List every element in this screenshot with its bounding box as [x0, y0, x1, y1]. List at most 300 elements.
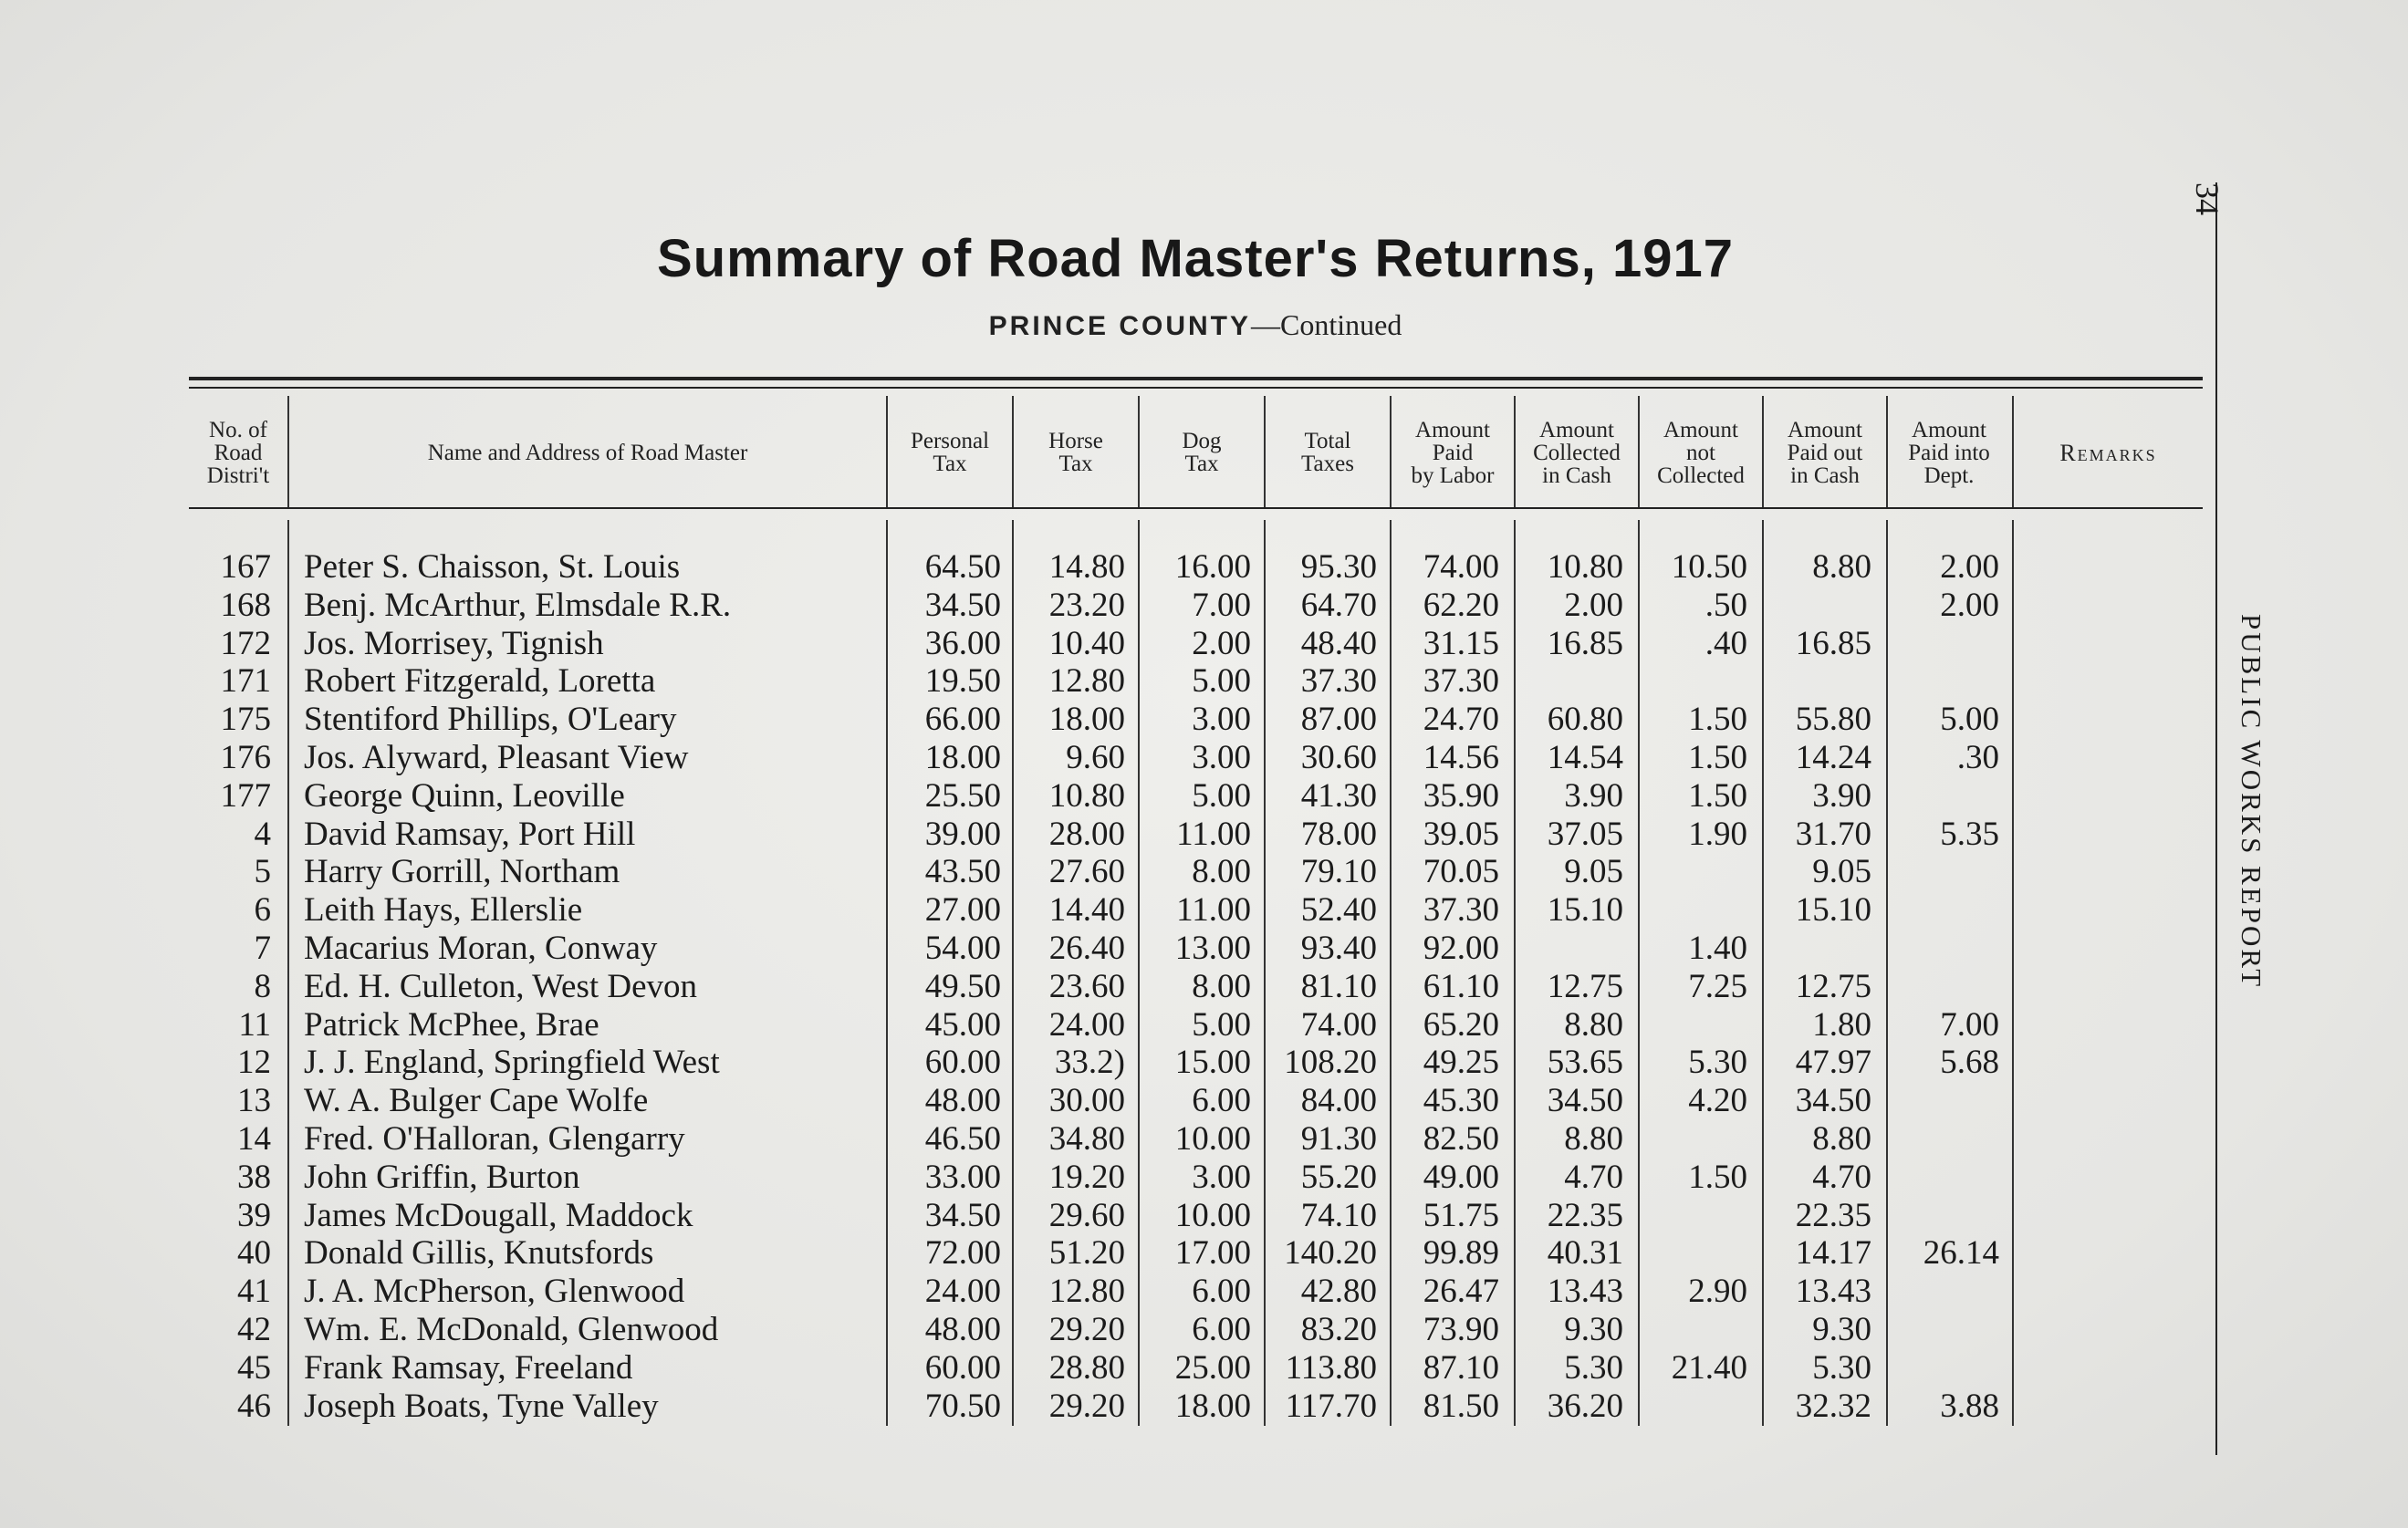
continued-label: —Continued [1251, 308, 1402, 341]
header-col-rule [1264, 396, 1266, 507]
cell-personal: 48.00 [924, 1082, 1001, 1120]
cell-name: Donald Gillis, Knutsfords [304, 1234, 654, 1273]
table-row [0, 816, 2190, 854]
cell-labor: 65.20 [1423, 1005, 1499, 1044]
table-row [0, 930, 2190, 968]
cell-collected: 10.80 [1547, 548, 1623, 586]
cell-total: 79.10 [1300, 853, 1377, 891]
table-row [0, 1311, 2190, 1349]
cell-district: 11 [238, 1005, 271, 1044]
cell-paidout: 9.30 [1812, 1311, 1871, 1348]
table-row [0, 968, 2190, 1006]
cell-total: 83.20 [1300, 1311, 1377, 1348]
cell-total: 93.40 [1300, 930, 1377, 967]
cell-personal: 54.00 [924, 930, 1001, 967]
col-header-district-text: No. of Road Distri't [206, 417, 270, 488]
cell-horse: 23.20 [1048, 586, 1125, 624]
cell-name: James McDougall, Maddock [304, 1196, 693, 1234]
cell-horse: 51.20 [1048, 1234, 1125, 1273]
cell-dept: 2.00 [1940, 586, 1999, 624]
cell-name: George Quinn, Leoville [304, 776, 625, 815]
cell-dept [1888, 930, 1999, 968]
cell-total: 91.30 [1300, 1120, 1377, 1158]
cell-notcollected: 1.90 [1688, 815, 1747, 853]
cell-labor: 61.10 [1423, 967, 1499, 1005]
cell-district: 171 [220, 662, 271, 701]
cell-dept [1888, 1311, 1999, 1349]
cell-labor: 35.90 [1423, 776, 1499, 815]
header-col-rule [1138, 396, 1140, 507]
cell-notcollected: 4.20 [1688, 1082, 1747, 1120]
col-header-district [189, 401, 287, 504]
col-header-name [289, 401, 886, 504]
cell-horse: 12.80 [1048, 662, 1125, 701]
cell-total: 113.80 [1285, 1348, 1377, 1387]
cell-dog: 15.00 [1174, 1044, 1251, 1082]
cell-personal: 34.50 [924, 1196, 1001, 1234]
cell-dept [1888, 777, 1999, 816]
cell-total: 64.70 [1300, 586, 1377, 624]
cell-horse: 18.00 [1048, 701, 1125, 739]
cell-dog: 6.00 [1192, 1273, 1251, 1311]
cell-labor: 87.10 [1423, 1348, 1499, 1387]
cell-name: W. A. Bulger Cape Wolfe [304, 1082, 649, 1120]
cell-total: 48.40 [1300, 624, 1377, 662]
cell-personal: 43.50 [924, 853, 1001, 891]
cell-notcollected: 1.40 [1688, 930, 1747, 967]
cell-personal: 24.00 [924, 1273, 1001, 1311]
cell-total: 95.30 [1300, 548, 1377, 586]
col-header-remarks [2014, 401, 2203, 504]
cell-notcollected: 1.50 [1688, 776, 1747, 815]
cell-dog: 17.00 [1174, 1234, 1251, 1273]
cell-notcollected [1640, 1006, 1747, 1045]
col-header-paid-into-dept-text: Amount Paid into Dept. [1908, 417, 1990, 488]
col-header-collected-in-cash [1516, 401, 1638, 504]
cell-total: 74.00 [1300, 1005, 1377, 1044]
cell-notcollected: .40 [1704, 624, 1747, 662]
cell-dog: 13.00 [1174, 930, 1251, 967]
cell-collected: 37.05 [1547, 815, 1623, 853]
table-row [0, 625, 2190, 663]
cell-dept [1888, 1349, 1999, 1388]
col-header-paid-out-in-cash-text: Amount Paid out in Cash [1787, 417, 1863, 488]
cell-total: 84.00 [1300, 1082, 1377, 1120]
cell-dog: 8.00 [1192, 853, 1251, 891]
cell-name: J. J. England, Springfield West [304, 1044, 720, 1082]
cell-personal: 18.00 [924, 739, 1001, 776]
table-row [0, 701, 2190, 739]
cell-horse: 19.20 [1048, 1158, 1125, 1196]
cell-horse: 29.20 [1048, 1387, 1125, 1425]
cell-collected [1516, 930, 1623, 968]
cell-dept [1888, 1082, 1999, 1120]
cell-personal: 64.50 [924, 548, 1001, 586]
cell-paidout: 16.85 [1795, 624, 1871, 662]
header-col-rule [287, 396, 289, 507]
cell-collected: 8.80 [1564, 1005, 1623, 1044]
cell-paidout: 31.70 [1795, 815, 1871, 853]
cell-dept [1888, 1159, 1999, 1197]
table-row [0, 891, 2190, 930]
cell-name: Harry Gorrill, Northam [304, 853, 620, 891]
cell-collected: 40.31 [1547, 1234, 1623, 1273]
cell-personal: 45.00 [924, 1005, 1001, 1044]
table-row [0, 1120, 2190, 1159]
cell-district: 41 [237, 1273, 271, 1311]
cell-dog: 8.00 [1192, 967, 1251, 1005]
cell-total: 30.60 [1300, 739, 1377, 776]
cell-labor: 51.75 [1423, 1196, 1499, 1234]
cell-dept [1888, 968, 1999, 1006]
cell-labor: 39.05 [1423, 815, 1499, 853]
cell-paidout: 55.80 [1795, 701, 1871, 739]
table-row [0, 1349, 2190, 1388]
cell-total: 42.80 [1300, 1273, 1377, 1311]
cell-dog: 7.00 [1192, 586, 1251, 624]
cell-name: Macarius Moran, Conway [304, 930, 658, 967]
cell-collected: 34.50 [1547, 1082, 1623, 1120]
cell-labor: 73.90 [1423, 1311, 1499, 1348]
cell-dog: 10.00 [1174, 1196, 1251, 1234]
cell-dog: 11.00 [1176, 891, 1251, 930]
table-row [0, 1388, 2190, 1426]
cell-notcollected: 10.50 [1671, 548, 1747, 586]
header-col-rule [1762, 396, 1764, 507]
cell-name: J. A. McPherson, Glenwood [304, 1273, 685, 1311]
col-header-name-text: Name and Address of Road Master [427, 440, 748, 465]
cell-personal: 70.50 [924, 1387, 1001, 1425]
header-col-rule [1514, 396, 1516, 507]
cell-dog: 3.00 [1192, 739, 1251, 776]
cell-dept [1888, 891, 1999, 930]
cell-district: 8 [254, 967, 271, 1005]
cell-name: Frank Ramsay, Freeland [304, 1348, 633, 1387]
cell-name: Joseph Boats, Tyne Valley [304, 1387, 659, 1425]
cell-notcollected [1640, 1234, 1747, 1273]
cell-dog: 5.00 [1192, 662, 1251, 701]
cell-name: John Griffin, Burton [304, 1158, 580, 1196]
cell-collected: 4.70 [1564, 1158, 1623, 1196]
cell-dept [1888, 1120, 1999, 1159]
cell-name: Peter S. Chaisson, St. Louis [304, 548, 681, 586]
cell-total: 37.30 [1300, 662, 1377, 701]
cell-total: 140.20 [1284, 1234, 1377, 1273]
table-row [0, 739, 2190, 777]
cell-dept [1888, 625, 1999, 663]
cell-district: 176 [220, 739, 271, 776]
cell-labor: 74.00 [1423, 548, 1499, 586]
col-header-horse-tax [1014, 401, 1138, 504]
table-row [0, 1159, 2190, 1197]
cell-labor: 70.05 [1423, 853, 1499, 891]
right-margin-rule [2215, 182, 2217, 1455]
cell-dept: 3.88 [1940, 1387, 1999, 1425]
cell-dog: 16.00 [1174, 548, 1251, 586]
cell-labor: 49.25 [1423, 1044, 1499, 1082]
table-row [0, 1044, 2190, 1082]
cell-personal: 36.00 [924, 624, 1001, 662]
cell-collected: 2.00 [1564, 586, 1623, 624]
cell-labor: 49.00 [1423, 1158, 1499, 1196]
header-col-rule [1886, 396, 1888, 507]
cell-district: 14 [237, 1120, 271, 1158]
cell-notcollected [1640, 853, 1747, 891]
table-row [0, 548, 2190, 587]
cell-personal: 25.50 [924, 776, 1001, 815]
table-row [0, 1082, 2190, 1120]
cell-collected: 36.20 [1547, 1387, 1623, 1425]
cell-name: Jos. Morrisey, Tignish [304, 624, 604, 662]
cell-personal: 49.50 [924, 967, 1001, 1005]
cell-horse: 33.2) [1054, 1044, 1125, 1082]
table-row [0, 853, 2190, 891]
cell-total: 74.10 [1300, 1196, 1377, 1234]
cell-collected: 9.05 [1564, 853, 1623, 891]
cell-dog: 18.00 [1174, 1387, 1251, 1425]
cell-dog: 11.00 [1176, 815, 1251, 853]
table-row [0, 1273, 2190, 1311]
cell-district: 38 [237, 1158, 271, 1196]
cell-horse: 34.80 [1048, 1120, 1125, 1158]
col-header-dog-tax-text: Dog Tax [1182, 429, 1222, 476]
cell-horse: 24.00 [1048, 1005, 1125, 1044]
cell-dept [1888, 662, 1999, 701]
cell-personal: 60.00 [924, 1348, 1001, 1387]
cell-district: 39 [237, 1196, 271, 1234]
cell-paidout: 9.05 [1812, 853, 1871, 891]
cell-dept [1888, 853, 1999, 891]
cell-horse: 14.40 [1048, 891, 1125, 930]
cell-collected: 22.35 [1547, 1196, 1623, 1234]
cell-district: 177 [220, 776, 271, 815]
col-header-total-taxes-text: Total Taxes [1301, 429, 1354, 476]
cell-paidout: 14.24 [1795, 739, 1871, 776]
cell-dog: 10.00 [1174, 1120, 1251, 1158]
cell-personal: 19.50 [924, 662, 1001, 701]
cell-horse: 30.00 [1048, 1082, 1125, 1120]
col-header-dog-tax [1140, 401, 1264, 504]
cell-total: 55.20 [1300, 1158, 1377, 1196]
cell-paidout [1764, 587, 1871, 625]
cell-collected: 8.80 [1564, 1120, 1623, 1158]
cell-dog: 3.00 [1192, 1158, 1251, 1196]
cell-notcollected: 1.50 [1688, 701, 1747, 739]
cell-district: 12 [237, 1044, 271, 1082]
cell-collected: 60.80 [1547, 701, 1623, 739]
col-header-paid-by-labor-text: Amount Paid by Labor [1411, 417, 1495, 488]
cell-horse: 14.80 [1048, 548, 1125, 586]
table-row [0, 1197, 2190, 1235]
cell-paidout: 22.35 [1795, 1196, 1871, 1234]
cell-horse: 29.20 [1048, 1311, 1125, 1348]
cell-total: 117.70 [1285, 1387, 1377, 1425]
col-header-not-collected [1640, 401, 1762, 504]
cell-district: 42 [237, 1311, 271, 1348]
cell-district: 6 [254, 891, 271, 930]
cell-collected: 13.43 [1547, 1273, 1623, 1311]
cell-horse: 26.40 [1048, 930, 1125, 967]
header-col-rule [886, 396, 888, 507]
cell-paidout: 12.75 [1795, 967, 1871, 1005]
cell-dept: 5.68 [1940, 1044, 1999, 1082]
cell-paidout: 13.43 [1795, 1273, 1871, 1311]
cell-dept: 5.35 [1940, 815, 1999, 853]
cell-personal: 34.50 [924, 586, 1001, 624]
cell-notcollected: .50 [1704, 586, 1747, 624]
cell-horse: 10.40 [1048, 624, 1125, 662]
cell-dog: 25.00 [1174, 1348, 1251, 1387]
table-row [0, 1234, 2190, 1273]
cell-personal: 48.00 [924, 1311, 1001, 1348]
cell-labor: 99.89 [1423, 1234, 1499, 1273]
cell-name: Benj. McArthur, Elmsdale R.R. [304, 586, 732, 624]
header-col-rule [2012, 396, 2014, 507]
cell-labor: 37.30 [1423, 891, 1499, 930]
cell-total: 41.30 [1300, 776, 1377, 815]
cell-name: Stentiford Phillips, O'Leary [304, 701, 677, 739]
cell-district: 4 [254, 815, 271, 853]
cell-name: Patrick McPhee, Brae [304, 1005, 599, 1044]
cell-name: Wm. E. McDonald, Glenwood [304, 1311, 719, 1348]
table-row [0, 662, 2190, 701]
cell-total: 52.40 [1300, 891, 1377, 930]
cell-paidout: 3.90 [1812, 776, 1871, 815]
cell-name: Robert Fitzgerald, Loretta [304, 662, 656, 701]
cell-paidout: 14.17 [1795, 1234, 1871, 1273]
cell-horse: 23.60 [1048, 967, 1125, 1005]
header-col-rule [1390, 396, 1392, 507]
cell-name: Jos. Alyward, Pleasant View [304, 739, 689, 776]
cell-district: 168 [220, 586, 271, 624]
table-row [0, 1006, 2190, 1045]
col-header-paid-out-in-cash [1764, 401, 1886, 504]
cell-dog: 6.00 [1192, 1082, 1251, 1120]
cell-name: Ed. H. Culleton, West Devon [304, 967, 698, 1005]
cell-labor: 31.15 [1423, 624, 1499, 662]
cell-notcollected [1640, 1197, 1747, 1235]
cell-notcollected: 1.50 [1688, 1158, 1747, 1196]
cell-labor: 45.30 [1423, 1082, 1499, 1120]
header-bottom-rule [189, 507, 2203, 509]
cell-horse: 29.60 [1048, 1196, 1125, 1234]
cell-notcollected [1640, 1388, 1747, 1426]
cell-total: 87.00 [1300, 701, 1377, 739]
cell-labor: 24.70 [1423, 701, 1499, 739]
top-rule-thin [189, 387, 2203, 389]
cell-horse: 27.60 [1048, 853, 1125, 891]
cell-dog: 5.00 [1192, 776, 1251, 815]
cell-notcollected: 2.90 [1688, 1273, 1747, 1311]
cell-personal: 60.00 [924, 1044, 1001, 1082]
cell-personal: 72.00 [924, 1234, 1001, 1273]
col-header-remarks-text: Remarks [2059, 439, 2157, 466]
cell-paidout [1764, 662, 1871, 701]
table-row [0, 587, 2190, 625]
table-row [0, 777, 2190, 816]
cell-collected: 15.10 [1547, 891, 1623, 930]
cell-labor: 14.56 [1423, 739, 1499, 776]
cell-labor: 37.30 [1423, 662, 1499, 701]
cell-collected [1516, 662, 1623, 701]
cell-labor: 92.00 [1423, 930, 1499, 967]
cell-notcollected: 1.50 [1688, 739, 1747, 776]
col-header-horse-tax-text: Horse Tax [1048, 429, 1103, 476]
cell-labor: 81.50 [1423, 1387, 1499, 1425]
cell-name: Fred. O'Halloran, Glengarry [304, 1120, 685, 1158]
cell-paidout: 1.80 [1812, 1005, 1871, 1044]
cell-paidout: 47.97 [1795, 1044, 1871, 1082]
cell-dept: 2.00 [1940, 548, 1999, 586]
cell-district: 167 [220, 548, 271, 586]
cell-dog: 2.00 [1192, 624, 1251, 662]
cell-collected: 53.65 [1547, 1044, 1623, 1082]
cell-paidout: 5.30 [1812, 1348, 1871, 1387]
cell-notcollected: 5.30 [1688, 1044, 1747, 1082]
cell-labor: 82.50 [1423, 1120, 1499, 1158]
cell-dept: 7.00 [1940, 1005, 1999, 1044]
cell-horse: 9.60 [1066, 739, 1125, 776]
cell-collected: 16.85 [1547, 624, 1623, 662]
cell-total: 78.00 [1300, 815, 1377, 853]
cell-dog: 6.00 [1192, 1311, 1251, 1348]
cell-personal: 33.00 [924, 1158, 1001, 1196]
cell-labor: 62.20 [1423, 586, 1499, 624]
cell-dog: 5.00 [1192, 1005, 1251, 1044]
cell-name: David Ramsay, Port Hill [304, 815, 636, 853]
cell-district: 175 [220, 701, 271, 739]
cell-paidout: 4.70 [1812, 1158, 1871, 1196]
cell-name: Leith Hays, Ellerslie [304, 891, 583, 930]
cell-notcollected [1640, 1120, 1747, 1159]
cell-personal: 39.00 [924, 815, 1001, 853]
cell-district: 7 [254, 930, 271, 967]
cell-collected: 5.30 [1564, 1348, 1623, 1387]
cell-horse: 28.80 [1048, 1348, 1125, 1387]
cell-notcollected [1640, 891, 1747, 930]
cell-collected: 9.30 [1564, 1311, 1623, 1348]
cell-district: 5 [254, 853, 271, 891]
running-head: PUBLIC WORKS REPORT [2236, 614, 2267, 990]
cell-dept: 26.14 [1923, 1234, 1999, 1273]
cell-horse: 28.00 [1048, 815, 1125, 853]
cell-notcollected [1640, 662, 1747, 701]
col-header-paid-into-dept [1888, 401, 2010, 504]
cell-paidout: 34.50 [1795, 1082, 1871, 1120]
cell-district: 40 [237, 1234, 271, 1273]
cell-district: 172 [220, 624, 271, 662]
county-name: PRINCE COUNTY [988, 311, 1252, 341]
cell-labor: 26.47 [1423, 1273, 1499, 1311]
cell-total: 81.10 [1300, 967, 1377, 1005]
col-header-total-taxes [1266, 401, 1390, 504]
top-rule-thick [189, 377, 2203, 380]
page-title: Summary of Road Master's Returns, 1917 [657, 229, 1734, 288]
cell-collected: 3.90 [1564, 776, 1623, 815]
col-header-collected-in-cash-text: Amount Collected in Cash [1533, 417, 1621, 488]
cell-personal: 46.50 [924, 1120, 1001, 1158]
cell-paidout: 15.10 [1795, 891, 1871, 930]
header-col-rule [1638, 396, 1640, 507]
cell-collected: 14.54 [1547, 739, 1623, 776]
cell-personal: 66.00 [924, 701, 1001, 739]
cell-total: 108.20 [1284, 1044, 1377, 1082]
cell-notcollected: 7.25 [1688, 967, 1747, 1005]
header-col-rule [1012, 396, 1014, 507]
cell-district: 13 [237, 1082, 271, 1120]
cell-paidout: 32.32 [1795, 1387, 1871, 1425]
col-header-paid-by-labor [1392, 401, 1514, 504]
